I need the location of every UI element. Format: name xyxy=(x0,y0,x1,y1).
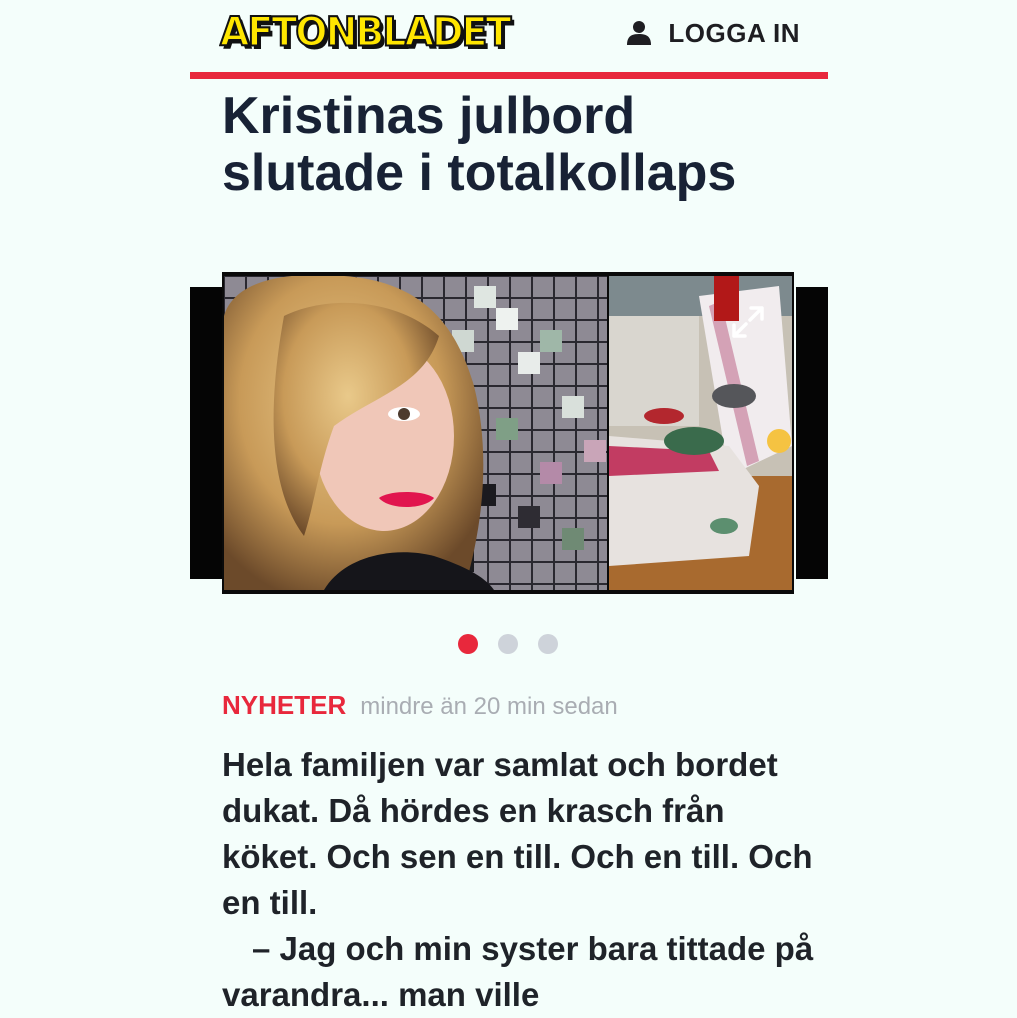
ingress-paragraph: Hela familjen var samlat och bordet dukat. Då hördes en krasch från köket. Och sen en till. Och en till. Och en till. xyxy=(222,746,813,921)
site-header xyxy=(190,0,828,82)
gallery-dot-2[interactable] xyxy=(498,634,518,654)
header-divider xyxy=(190,72,828,79)
gallery-next-edge[interactable] xyxy=(796,287,828,579)
gallery-prev-edge[interactable] xyxy=(190,287,222,579)
article-ingress xyxy=(222,742,822,1018)
login-label: LOGGA IN xyxy=(668,17,800,48)
photo-collapsed-table[interactable] xyxy=(609,276,792,590)
expand-icon[interactable] xyxy=(730,304,766,340)
login-button[interactable] xyxy=(626,16,800,50)
gallery-pagination xyxy=(458,634,578,654)
aftonbladet-logo[interactable]: AFTONBLADET xyxy=(220,8,510,56)
user-icon xyxy=(626,20,652,46)
article-headline: Kristinas julbord slutade i totalkollaps xyxy=(222,87,737,202)
ingress-quote: – Jag och min syster bara tittade på varandra... man ville xyxy=(222,930,814,1013)
image-gallery[interactable] xyxy=(222,272,794,594)
publish-timestamp: mindre än 20 min sedan xyxy=(360,693,618,720)
gallery-dot-3[interactable] xyxy=(538,634,558,654)
photo-woman-portrait[interactable] xyxy=(224,276,607,590)
article-meta xyxy=(222,690,618,721)
category-label[interactable]: NYHETER xyxy=(222,690,347,720)
gallery-dot-1[interactable] xyxy=(458,634,478,654)
